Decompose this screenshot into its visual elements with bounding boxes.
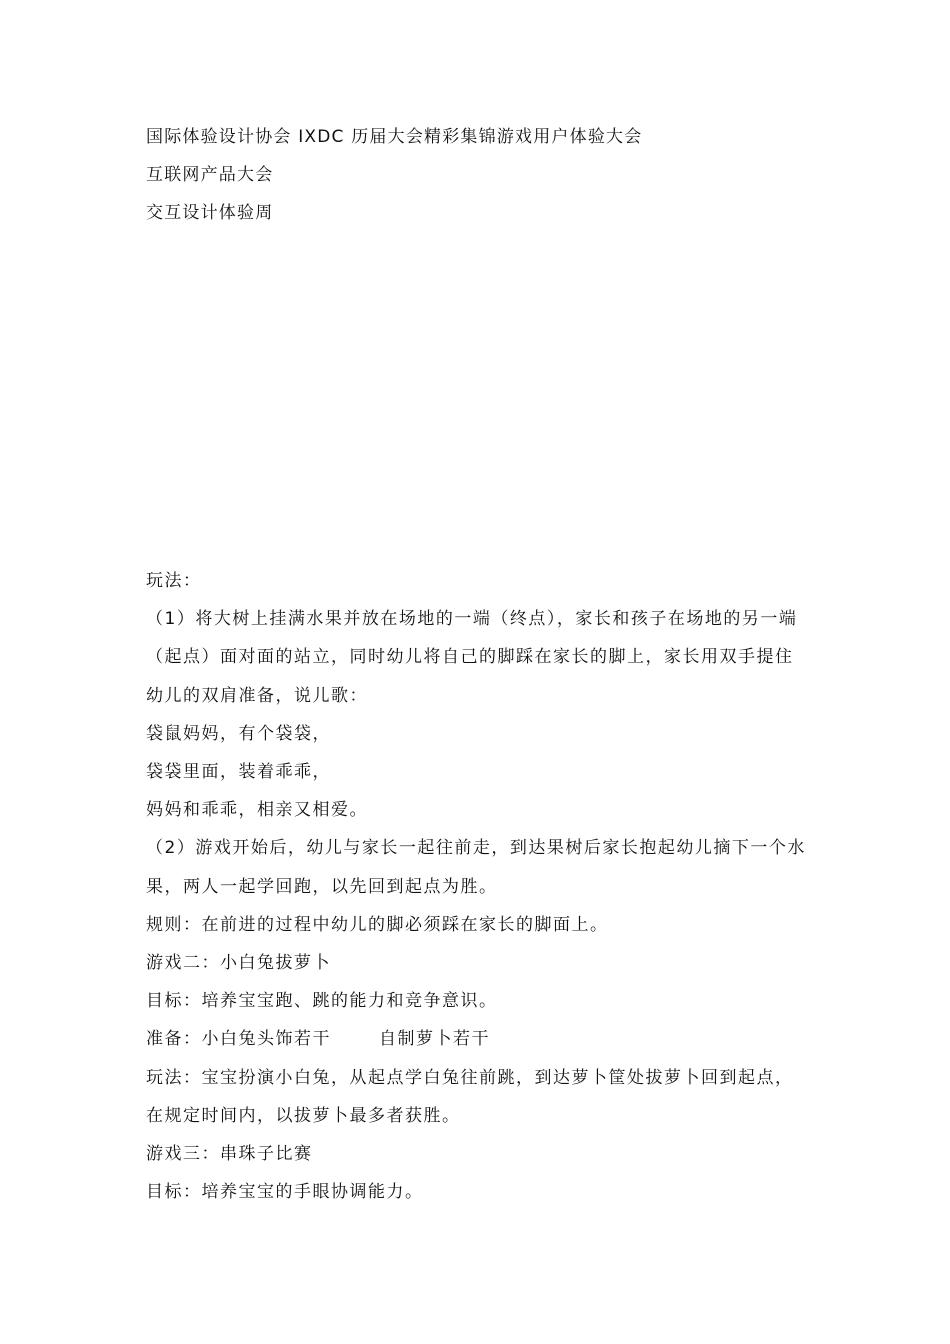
step-2-paragraph: （2）游戏开始后，幼儿与家长一起往前走，到达果树后家长抱起幼儿摘下一个水果，两人一起学回跑，以先回到起点为胜。 [146, 838, 806, 897]
game-3-title: 游戏三：串珠子比赛 [146, 1144, 313, 1165]
play-label: 玩法： [146, 571, 202, 591]
header-line-conference-collection: 国际体验设计协会 IXDC 历届大会精彩集锦游戏用户体验大会 [146, 127, 643, 147]
rule-paragraph: 规则：在前进的过程中幼儿的脚必须踩在家长的脚面上。 [146, 914, 609, 935]
song-line-3: 妈妈和乖乖，相亲又相爱。 [146, 800, 368, 821]
song-line-1: 袋鼠妈妈，有个袋袋， [146, 723, 331, 744]
header-block [146, 118, 826, 232]
header-line-internet-product: 互联网产品大会 [146, 165, 274, 185]
song-line-2: 袋袋里面，装着乖乖， [146, 762, 331, 783]
step-1-paragraph: （1）将大树上挂满水果并放在场地的一端（终点），家长和孩子在场地的另一端（起点）面对面的站立，同时幼儿将自己的脚踩在家长的脚上，家长用双手提住幼儿的双肩准备，说儿歌： [146, 609, 798, 706]
document-body [146, 562, 811, 1211]
game-2-goal: 目标：培养宝宝跑、跳的能力和竞争意识。 [146, 991, 498, 1012]
game-2-play-paragraph: 玩法：宝宝扮演小白兔，从起点学白兔往前跳，到达萝卜筐处拔萝卜回到起点，在规定时间内，以拔萝卜最多者获胜。 [146, 1067, 794, 1126]
header-line-interaction-week: 交互设计体验周 [146, 203, 274, 223]
game-2-prep-radish: 自制萝卜若干 [379, 1029, 490, 1050]
game-3-goal: 目标：培养宝宝的手眼协调能力。 [146, 1182, 424, 1203]
game-2-preparation [146, 1020, 811, 1058]
game-2-prep-headdress: 准备：小白兔头饰若干 [146, 1029, 331, 1050]
game-2-title: 游戏二：小白兔拔萝卜 [146, 953, 331, 974]
